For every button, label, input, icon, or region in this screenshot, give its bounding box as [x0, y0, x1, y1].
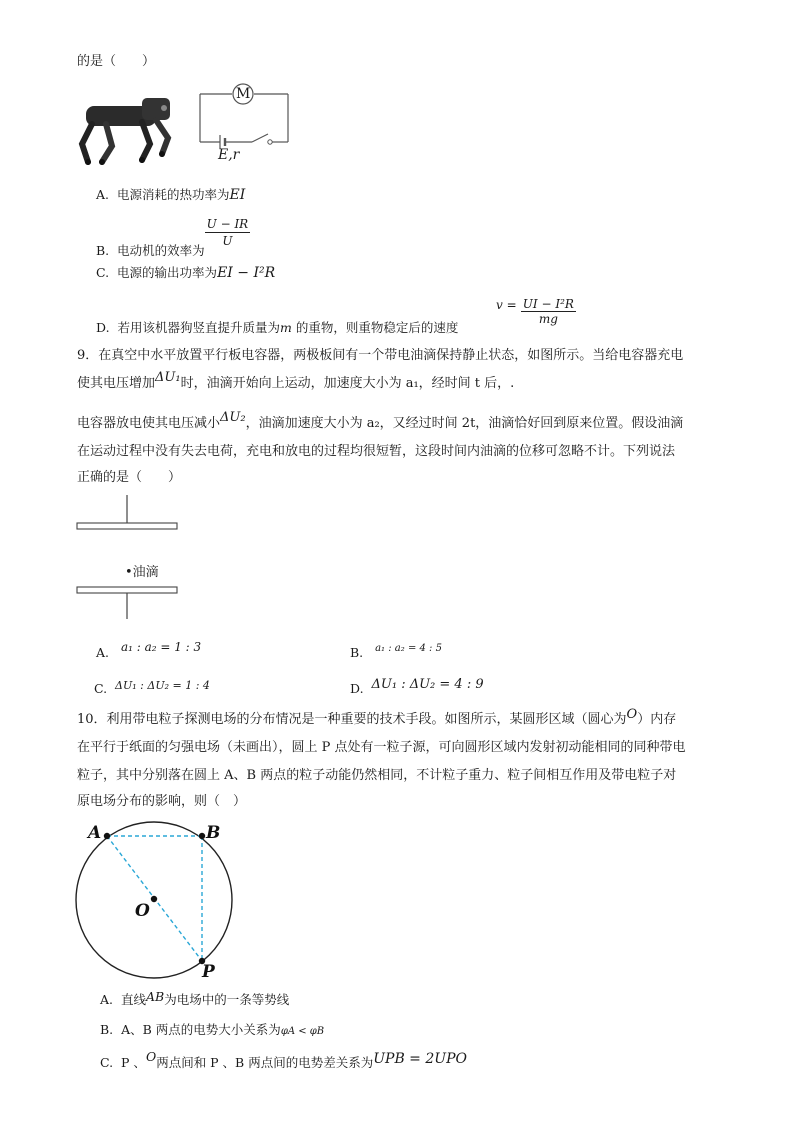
capacitor-diagram [75, 495, 185, 625]
q10-line-2: 在平行于纸面的匀强电场（未画出），圆上 P 点处有一粒子源，可向圆形区域内发射初动能相同的同种带电 [77, 740, 686, 755]
point-b [199, 833, 205, 839]
source-label: E,r [218, 147, 240, 163]
q9-line-3: 电容器放电使其电压减小ΔU₂，油滴加速度大小为 a₂，又经过时间 2t，油滴恰好回到原来位置。假设油滴 [77, 410, 684, 431]
q8-option-c: C. 电源的输出功率为EI − I²R [96, 265, 276, 281]
q8-option-d-formula: v = $\frac{\text{UI − I²R}}{mg}$ [496, 297, 574, 326]
q9-option-a: A. a₁ : a₂ = 1 : 3 [96, 640, 202, 660]
upper-plate [77, 523, 177, 529]
q8-option-a: A. 电源消耗的热功率为EI [96, 187, 246, 203]
lower-plate [77, 587, 177, 593]
motor-label: M [236, 86, 251, 102]
q8-tail: 的是（ ） [77, 54, 156, 69]
q9-option-d: D. ΔU₁ : ΔU₂ = 4 : 9 [350, 677, 484, 696]
q10-line-3: 粒子，其中分别落在圆上 A、B 两点的粒子动能仍然相同，不计粒子重力、粒子间相互作用及带电粒子对 [77, 768, 677, 783]
q10-option-b: B. A、B 两点的电势大小关系为φA < φB [100, 1022, 325, 1037]
q10-line-1: 10．利用带电粒子探测电场的分布情况是一种重要的技术手段。如图所示，某圆形区域（圆心为O）内存 [77, 707, 677, 727]
q10-option-a: A. 直线AB为电场中的一条等势线 [100, 989, 290, 1007]
label-b: B [206, 823, 221, 843]
q9-line-4: 在运动过程中没有失去电荷，充电和放电的过程均很短暂，这段时间内油滴的位移可忽略不计。下列说法 [77, 444, 676, 459]
robot-dog-image [72, 88, 184, 168]
q9-line-2: 使其电压增加ΔU₁时，油滴开始向上运动，加速度大小为 a₁，经时间 t 后，. [77, 370, 515, 391]
q10-option-c: C. P 、O两点间和 P 、B 两点间的电势差关系为UPB = 2UPO [100, 1049, 467, 1070]
circle-field-diagram [72, 818, 247, 980]
point-o [151, 896, 157, 902]
label-a: A [88, 823, 102, 843]
label-p: P [202, 962, 215, 980]
oil-drop-label: •油滴 [125, 565, 159, 580]
q10-line-4: 原电场分布的影响，则（ ） [77, 794, 247, 809]
q8-option-d: D. 若用该机器狗竖直提升质量为m 的重物，则重物稳定后的速度 [96, 320, 459, 335]
q9-line-1: 9．在真空中水平放置平行板电容器，两极板间有一个带电油滴保持静止状态，如图所示。当给电容器充电 [77, 348, 684, 363]
q9-option-b: B. $^{a_1 : a_2 = 4 : 5}$ [350, 643, 442, 660]
q9-line-5: 正确的是（ ） [77, 470, 182, 485]
point-a [104, 833, 110, 839]
label-o: O [135, 901, 150, 921]
q9-option-c: C. ΔU₁ : ΔU₂ = 1 : 4 [94, 679, 210, 696]
q8-option-b: B. 电动机的效率为 $\frac{U - IR}{U}$ [96, 217, 249, 258]
